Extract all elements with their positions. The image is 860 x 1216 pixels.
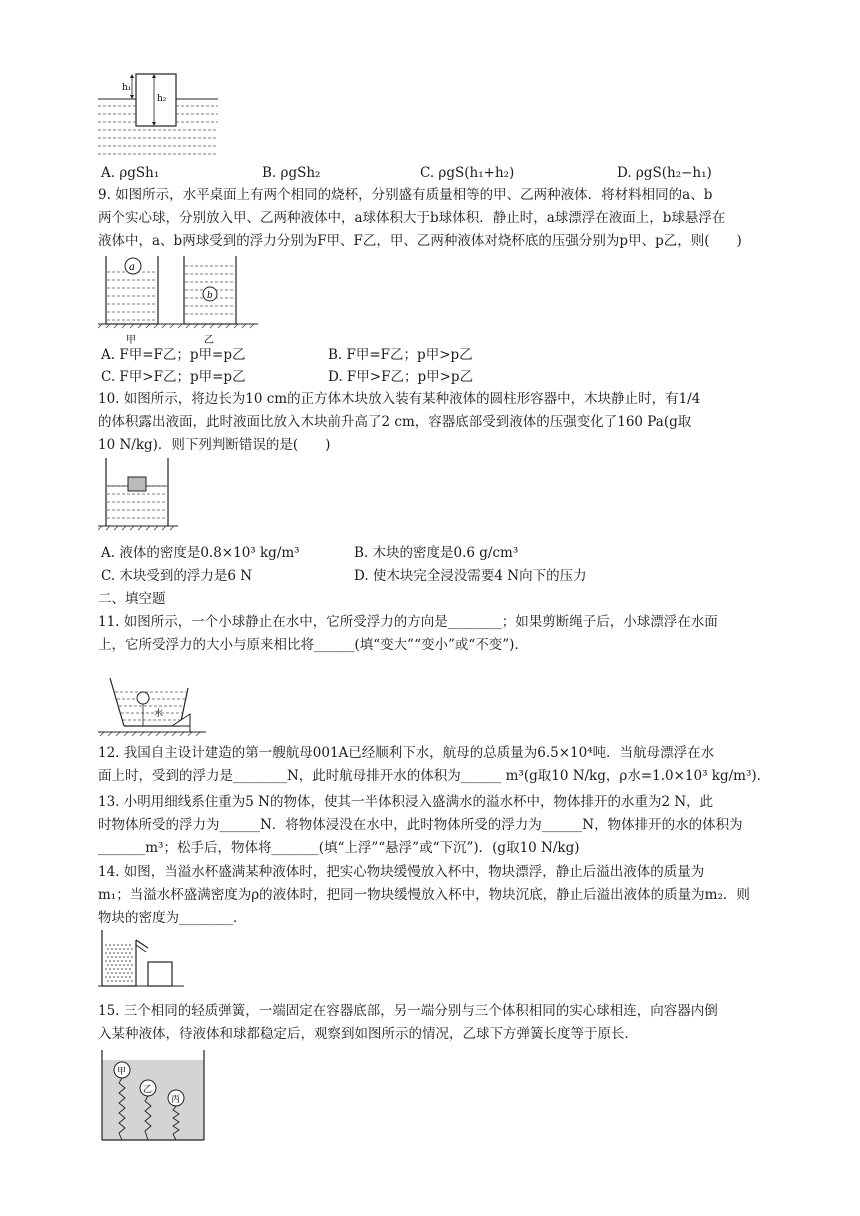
q10-line-1: 10. 如图所示，将边长为10 cm的正方体木块放入装有某种液体的圆柱形容器中，木块静止时，有1/4: [98, 391, 701, 407]
q12-line-2: 面上时，受到的浮力是________N，此时航母排开水的体积为______ m³(g取10 N/kg，ρ水=1.0×10³ kg/m³)．: [98, 768, 771, 784]
q8-option-a: A. ρgSh₁: [101, 165, 160, 181]
water-label: 水: [154, 709, 164, 719]
q9-line-2: 两个实心球，分别放入甲、乙两种液体中，a球体积大于b球体积．静止时，a球漂浮在液面上，b球悬浮在: [98, 210, 726, 226]
q13-line-2: 时物体所受的浮力为______N．将物体浸没在水中，此时物体所受的浮力为______N，物体排开的水的体积为: [98, 817, 743, 833]
beaker-jia-label: 甲: [126, 335, 136, 346]
q9-option-a: A. F甲=F乙；p甲=p乙: [101, 347, 246, 363]
q9-option-d: D. F甲>F乙；p甲>p乙: [328, 369, 474, 385]
q8-option-b: B. ρgSh₂: [262, 165, 321, 181]
ball-bing-label: 丙: [171, 1095, 181, 1105]
q11-line-1: 11. 如图所示，一个小球静止在水中，它所受浮力的方向是________；如果剪断绳子后，小球漂浮在水面: [98, 614, 718, 630]
q15-line-2: 入某种液体，待液体和球都稳定后，观察到如图所示的情况，乙球下方弹簧长度等于原长．: [98, 1026, 638, 1042]
ball-yi-label: 乙: [143, 1085, 153, 1095]
q10-line-2: 的体积露出液面，此时液面比放入木块前升高了2 cm，容器底部受到液体的压强变化了160 Pa(g取: [98, 414, 692, 430]
q14-line-1: 14. 如图，当溢水杯盛满某种液体时，把实心物块缓慢放入杯中，物块漂浮，静止后溢出液体的质量为: [98, 864, 705, 880]
q8-option-d: D. ρgS(h₂−h₁): [617, 165, 712, 181]
beaker-yi-label: 乙: [204, 335, 214, 346]
section-title-fill-blank: 二、填空题: [98, 591, 166, 607]
q15-line-1: 15. 三个相同的轻质弹簧，一端固定在容器底部，另一端分别与三个体积相同的实心球相连，向容器内倒: [98, 1003, 718, 1019]
figure-q10-container-block: [98, 456, 178, 536]
q14-line-2: m₁；当溢水杯盛满密度为ρ的液体时，把同一物块缓慢放入杯中，物块沉底，静止后溢出液体的质量为m₂．则: [98, 887, 750, 903]
figure-q9-beakers: [98, 254, 258, 346]
q13-line-3: _______m³；松手后，物体将_______(填“上浮”“悬浮”或“下沉”)．(g取10 N/kg): [98, 840, 580, 856]
label-h1: h₁: [122, 83, 132, 93]
q13-line-1: 13. 小明用细线系住重为5 N的物体，使其一半体积浸入盛满水的溢水杯中，物体排开的水重为2 N，此: [98, 794, 714, 810]
figure-q11-tilted-cup: [98, 674, 210, 738]
figure-q15-springs: [98, 1050, 210, 1142]
q11-line-2: 上，它所受浮力的大小与原来相比将______(填“变大”“变小”或“不变”)．: [98, 637, 528, 653]
ball-jia-label: 甲: [117, 1067, 127, 1077]
q10-line-3: 10 N/kg)．则下列判断错误的是( ): [98, 437, 331, 453]
figure-q8-floating-block: [98, 68, 218, 160]
q12-line-1: 12. 我国自主设计建造的第一艘航母001A已经顺利下水，航母的总质量为6.5×10⁴吨．当航母漂浮在水: [98, 745, 715, 761]
q9-option-c: C. F甲>F乙；p甲=p乙: [101, 369, 246, 385]
label-h2: h₂: [157, 94, 167, 104]
q9-option-b: B. F甲=F乙；p甲>p乙: [328, 347, 473, 363]
q10-option-c: C. 木块受到的浮力是6 N: [101, 568, 253, 584]
figure-q14-overflow-cup: [98, 928, 184, 990]
ball-b-label: b: [207, 291, 213, 301]
q9-line-1: 9. 如图所示，水平桌面上有两个相同的烧杯，分别盛有质量相等的甲、乙两种液体．将材料相同的a、b: [98, 187, 713, 203]
q9-line-3: 液体中，a、b两球受到的浮力分别为F甲、F乙，甲、乙两种液体对烧杯底的压强分别为p甲、p乙，则( ): [98, 233, 742, 249]
q10-option-a: A. 液体的密度是0.8×10³ kg/m³: [101, 545, 300, 561]
ball-a-label: a: [129, 262, 135, 273]
q14-line-3: 物块的密度为________．: [98, 910, 247, 926]
q10-option-d: D. 使木块完全浸没需要4 N向下的压力: [354, 568, 587, 584]
q10-option-b: B. 木块的密度是0.6 g/cm³: [354, 545, 519, 561]
q8-option-c: C. ρgS(h₁+h₂): [420, 165, 515, 181]
